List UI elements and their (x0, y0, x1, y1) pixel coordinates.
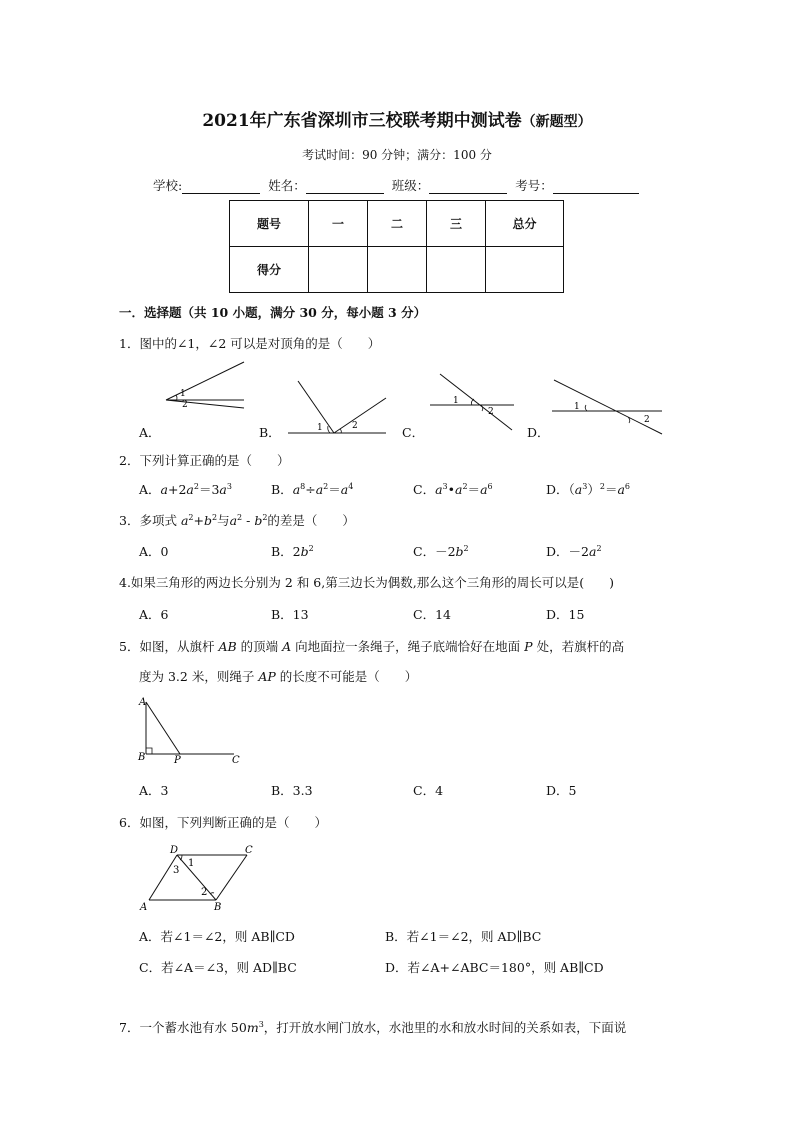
q1-option-a-label: A． (139, 425, 161, 440)
q1-figure-b (286, 380, 390, 436)
angle-1-label: 1 (317, 423, 323, 433)
score-table-score-row (230, 247, 564, 293)
page-title (0, 106, 794, 131)
angle-2-label: 2 (182, 400, 188, 410)
q4-option-b: B．13 (271, 607, 309, 622)
angle-2-label: 2 (488, 407, 494, 417)
q5-option-d: D．5 (546, 783, 577, 798)
point-a-label: A (139, 697, 147, 708)
q6-option-b: B．若∠1＝∠2，则 AD∥BC (385, 929, 542, 944)
q5-option-b: B．3.3 (271, 783, 313, 798)
q5-var-a: A (282, 639, 292, 654)
angle-1-label: 1 (453, 396, 459, 406)
angle-1-label: 1 (188, 858, 195, 869)
title-text: 2021年广东省深圳市三校联考期中测试卷 (202, 111, 522, 131)
q5-text: 5．如图，从旗杆 (119, 639, 215, 654)
q3-option-d-text: D．－2 (546, 544, 589, 559)
q2-option-b: B．$a^8\div a^2=a^4$ (271, 482, 354, 497)
point-c-label: C (245, 845, 253, 856)
school-label: 学校: (153, 178, 183, 193)
q5-option-a: A．3 (139, 783, 169, 798)
score-input-cell[interactable] (309, 247, 368, 293)
class-label: 班级： (391, 178, 430, 193)
score-cell-header: 一 (309, 201, 368, 247)
q5-var-p: P (524, 639, 533, 654)
q4-option-a: A．6 (139, 607, 169, 622)
q7-unit-exp: 3 (258, 1020, 264, 1029)
q5-var-ab: AB (218, 639, 237, 654)
q5-text: 度为 3.2 米，则绳子 (139, 669, 255, 684)
q1-option-c-label: C． (402, 425, 425, 440)
question-3-stem: 3．多项式 $a^2+b^2$与$a^2 - b^2$的差是（ ） (119, 513, 355, 528)
q4-option-c: C．14 (413, 607, 451, 622)
class-field[interactable] (429, 181, 507, 194)
score-input-cell[interactable] (486, 247, 564, 293)
q5-text: 的顶端 (240, 639, 279, 654)
angle-3-label: 3 (173, 865, 180, 876)
angle-2-label: 2 (201, 887, 208, 898)
q7-unit: m (246, 1020, 259, 1035)
score-input-cell[interactable] (427, 247, 486, 293)
q5-var-ap: AP (258, 669, 276, 684)
q1-figure-a (160, 360, 250, 410)
score-input-cell[interactable] (368, 247, 427, 293)
score-cell-header: 二 (368, 201, 427, 247)
q1-option-d-label: D． (527, 425, 550, 440)
q3-stem-pre: 3．多项式 (119, 513, 177, 528)
q5-text: 的长度不可能是（ ） (279, 669, 418, 684)
point-c-label: C (232, 755, 240, 766)
number-field[interactable] (553, 181, 639, 194)
angle-2-label: 2 (644, 415, 650, 425)
score-cell-header: 三 (427, 201, 486, 247)
name-label: 姓名： (268, 178, 306, 193)
angle-1-label: 1 (180, 389, 186, 399)
score-table (229, 200, 564, 293)
question-7-stem (119, 1018, 626, 1036)
q5-option-c: C．4 (413, 783, 444, 798)
question-5-stem-line2 (139, 667, 417, 685)
point-a-label: A (140, 902, 148, 913)
q6-option-a: A．若∠1＝∠2，则 AB∥CD (139, 929, 295, 944)
q1-figure-c (428, 372, 518, 432)
section-heading: 一．选择题（共 10 小题，满分 30 分，每小题 3 分） (119, 305, 427, 320)
score-cell-header: 题号 (230, 201, 309, 247)
question-1-stem: 1．图中的∠1，∠2 可以是对顶角的是（ ） (119, 336, 381, 351)
q6-figure (138, 842, 262, 914)
q4-option-d: D．15 (546, 607, 585, 622)
q3-stem-mid: 与 (217, 513, 230, 528)
q1-figure-d (550, 378, 666, 436)
question-6-stem: 6．如图，下列判断正确的是（ ） (119, 815, 327, 830)
q3-option-b-text: B．2 (271, 544, 301, 559)
q5-figure (136, 694, 246, 770)
title-tag: （新题型） (521, 114, 592, 130)
q3-option-b: B．$2b^2$ (271, 544, 314, 559)
q3-option-c: C．$-2b^2$ (413, 544, 469, 559)
student-info-line (153, 176, 639, 194)
point-b-label: B (214, 902, 222, 913)
q3-stem-post: 的差是（ ） (267, 513, 355, 528)
point-b-label: B (138, 752, 146, 763)
q6-option-d: D．若∠A+∠ABC＝180°，则 AB∥CD (385, 960, 604, 975)
exam-info: 考试时间：90 分钟；满分：100 分 (302, 148, 492, 162)
q3-option-d: D．$-2a^2$ (546, 544, 602, 559)
question-2-stem: 2．下列计算正确的是（ ） (119, 453, 290, 468)
angle-2-label: 2 (352, 421, 358, 431)
score-row-label: 得分 (230, 247, 309, 293)
q2-option-d: D．$(a^3)^2=a^6$ (546, 482, 630, 497)
question-5-stem-line1 (119, 637, 624, 655)
point-d-label: D (170, 845, 179, 856)
q5-text: 向地面拉一条绳子，绳子底端恰好在地面 (295, 639, 521, 654)
q6-option-c: C．若∠A＝∠3，则 AD∥BC (139, 960, 297, 975)
q1-option-b-label: B． (259, 425, 281, 440)
score-table-header-row (230, 201, 564, 247)
q2-option-a: A．$a+2a^2=3a^3$ (139, 482, 232, 497)
number-label: 考号： (515, 178, 553, 193)
q7-stem-pre: 7．一个蓄水池有水 50 (119, 1020, 247, 1035)
name-field[interactable] (306, 181, 384, 194)
score-cell-header: 总分 (486, 201, 564, 247)
question-4-stem: 4.如果三角形的两边长分别为 2 和 6,第三边长为偶数,那么这个三角形的周长可以是( ) (119, 575, 614, 590)
q5-text: 处，若旗杆的高 (536, 639, 625, 654)
point-p-label: P (174, 755, 181, 766)
q7-stem-post: ，打开放水闸门放水，水池里的水和放水时间的关系如表，下面说 (263, 1020, 627, 1035)
angle-1-label: 1 (574, 402, 580, 412)
q3-option-a: A．0 (139, 544, 169, 559)
q3-option-c-text: C．－2 (413, 544, 456, 559)
q2-option-c: C．$a^3•a^2=a^6$ (413, 482, 493, 497)
school-field[interactable] (182, 181, 260, 194)
